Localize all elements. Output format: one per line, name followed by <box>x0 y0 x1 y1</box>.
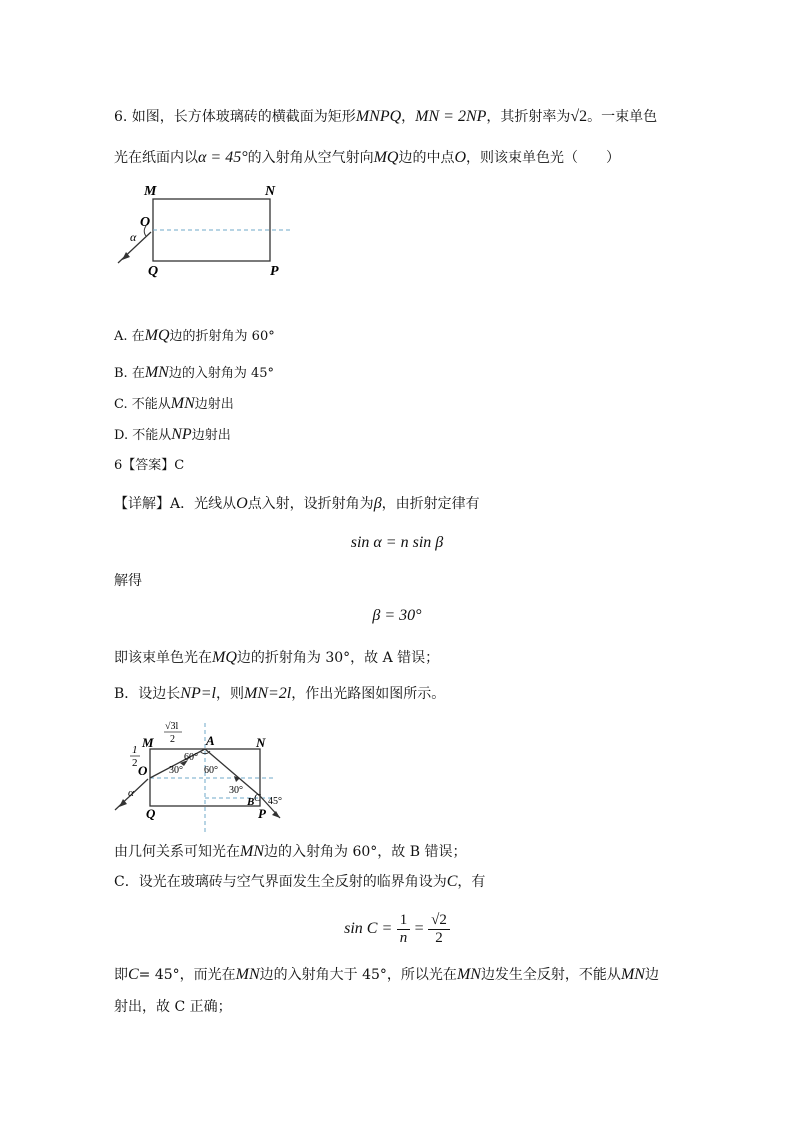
c2-post: 边 <box>644 967 659 983</box>
option-d-post: 边射出 <box>191 428 231 443</box>
figure-2-light-path <box>110 718 310 838</box>
sqrt3-num: √3l <box>165 721 179 732</box>
b1-mn: MN=2l <box>243 685 292 702</box>
option-d-pre: D. 不能从 <box>114 428 172 443</box>
explain-a-mid: 点入射，设折射角为 <box>247 496 374 512</box>
explain-b-line <box>114 684 445 704</box>
c2-mid2: 边发生全反射，不能从 <box>480 967 621 983</box>
b1-pre: B．设边长 <box>114 686 181 702</box>
label-p: P <box>270 264 279 279</box>
label-c: C <box>254 793 261 804</box>
a2-mq: MQ <box>212 649 237 666</box>
option-a-pre: A. 在 <box>114 329 145 344</box>
option-d[interactable] <box>114 425 231 446</box>
c2-c: C <box>128 966 139 983</box>
arrow-head-4-icon <box>272 811 280 818</box>
label-n: N <box>265 184 276 199</box>
b1-mid: ，则 <box>215 686 244 702</box>
label-angle-30b: 30° <box>229 785 243 796</box>
rect-symbol: MNPQ <box>355 108 402 125</box>
equation-beta-text: β = 30° <box>372 607 422 624</box>
explain-a-post: ，由折射定律有 <box>381 496 480 512</box>
mn-relation: MN = 2NP <box>415 108 487 125</box>
c1-post: ，有 <box>457 874 486 890</box>
o-symbol: O <box>454 149 467 166</box>
eq3-den1: n <box>399 929 408 946</box>
b1-np: NP=l <box>180 685 216 702</box>
label-angle-30: 30° <box>169 765 183 776</box>
option-c-pre: C. 不能从 <box>114 397 171 412</box>
option-d-sym: NP <box>171 426 192 443</box>
half-num: 1 <box>132 744 138 756</box>
explain-a-conclusion <box>114 648 439 668</box>
explain-a-o: O <box>236 495 248 512</box>
label-angle-60a: 60° <box>184 752 198 763</box>
eq3-den2: 2 <box>435 929 443 946</box>
option-b-sym: MN <box>144 364 169 381</box>
half-den: 2 <box>132 757 138 769</box>
explain-c-line <box>114 872 485 892</box>
b2-pre: 由几何关系可知光在 <box>114 844 240 860</box>
question-line-1 <box>114 107 657 127</box>
eq3-lhs: sin C = <box>344 920 393 937</box>
eq3-eq: = <box>414 920 424 937</box>
mq-symbol: MQ <box>373 149 399 166</box>
question-prefix: 6. 如图，长方体玻璃砖的横截面为矩形 <box>114 109 356 125</box>
label-o-2: O <box>138 763 148 778</box>
b2-post: 边的入射角为 60°，故 B 错误； <box>264 844 467 860</box>
explain-a-pre: 【详解】A．光线从 <box>114 496 237 512</box>
option-a-sym: MQ <box>144 327 170 344</box>
option-b-post: 边的入射角为 45° <box>168 366 275 381</box>
eq3-num2: √2 <box>428 912 450 930</box>
q2-prefix: 光在纸面内以 <box>114 150 198 166</box>
equation-snell <box>0 533 794 553</box>
equation-snell-text: sin α = n sin β <box>350 534 444 551</box>
equation-critical-angle <box>0 909 794 949</box>
option-c[interactable] <box>114 394 234 415</box>
alpha-value: α = 45° <box>198 149 248 166</box>
question-mid: ，其折射率为 <box>486 109 571 125</box>
comma: ， <box>401 109 416 125</box>
label-m-2: M <box>142 735 154 750</box>
c2-mid: 边的入射角大于 45°，所以光在 <box>259 967 457 983</box>
explain-c-conclusion-1 <box>114 965 659 985</box>
label-p-2: P <box>258 806 266 821</box>
c2-eq: = 45°，而光在 <box>138 967 236 983</box>
option-c-post: 边射出 <box>194 397 234 412</box>
option-a[interactable] <box>114 326 275 347</box>
a2-post: 边的折射角为 30°，故 A 错误； <box>236 650 440 666</box>
solve-label: 解得 <box>114 573 142 589</box>
q2-suffix: ，则该束单色光（ ） <box>466 150 621 166</box>
option-c-sym: MN <box>170 395 195 412</box>
b1-post: ，作出光路图如图所示。 <box>291 686 446 702</box>
b2-mn: MN <box>240 843 264 860</box>
sqrt-two: √2 <box>570 108 588 125</box>
label-alpha-2: α <box>128 787 134 799</box>
figure-1-glass-brick <box>110 180 300 280</box>
c2-mn3: MN <box>620 966 645 983</box>
answer-line: 6【答案】C <box>114 458 185 473</box>
option-b-pre: B. 在 <box>114 366 145 381</box>
a2-pre: 即该束单色光在 <box>114 650 212 666</box>
sqrt3-den: 2 <box>170 734 175 745</box>
explain-b-conclusion <box>114 842 466 862</box>
label-n-2: N <box>256 735 266 750</box>
c1-pre: C．设光在玻璃砖与空气界面发生全反射的临界角设为 <box>114 874 447 890</box>
explain-a-line <box>114 494 480 514</box>
c2-mn: MN <box>235 966 260 983</box>
label-angle-45: 45° <box>268 796 282 807</box>
question-suffix: 。一束单色 <box>587 109 658 125</box>
explain-a-beta: β <box>373 495 382 512</box>
label-angle-60b: 60° <box>204 765 218 776</box>
option-b[interactable] <box>114 363 274 384</box>
explain-c-conclusion-2: 射出，故 C 正确； <box>114 999 232 1015</box>
option-a-post: 边的折射角为 60° <box>169 329 275 344</box>
label-a: A <box>206 733 215 748</box>
c2-mn2: MN <box>456 966 481 983</box>
label-q-2: Q <box>146 806 156 821</box>
q2-mid: 的入射角从空气射向 <box>247 150 374 166</box>
eq3-num1: 1 <box>397 912 411 930</box>
label-q: Q <box>148 264 159 279</box>
label-alpha: α <box>130 230 137 244</box>
c2-pre: 即 <box>114 967 128 983</box>
label-m: M <box>144 184 157 199</box>
label-b: B <box>247 796 255 808</box>
fraction-sqrt2-over-2 <box>428 912 450 947</box>
fraction-1-over-n <box>397 912 411 947</box>
label-o: O <box>140 215 151 230</box>
equation-beta <box>0 606 794 626</box>
q2-mid2: 边的中点 <box>398 150 455 166</box>
c1-c: C <box>446 873 458 890</box>
question-line-2 <box>114 148 620 168</box>
